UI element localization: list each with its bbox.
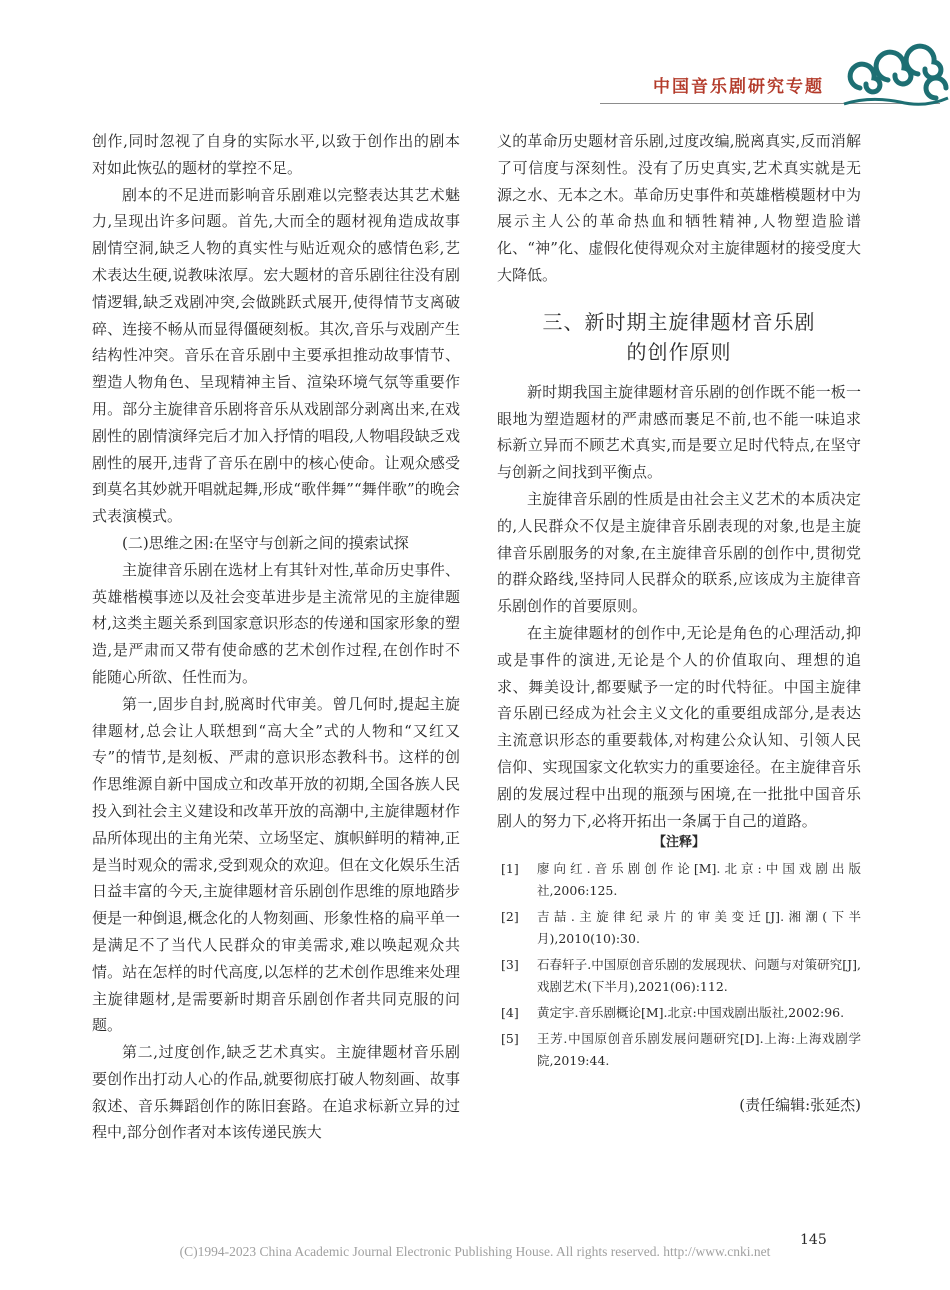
paragraph: 第一,固步自封,脱离时代审美。曾几何时,提起主旋律题材,总会让人联想到“高大全”式的人物和“又红又专”的情节,是刻板、严肃的意识形态教科书。这样的创作思维源自新中国成立和改革开放的初期,全国各族人民投入到社会主义建设和改革开放的高潮中,主旋律题材作品所体现出的主角光荣、立场坚定、旗帜鲜明的精神,正是当时观众的需求,受到观众的欢迎。但在文化娱乐生活日益丰富的今天,主旋律题材音乐剧创作思维的原地踏步便是一种倒退,概念化的人物刻画、形象性格的扁平单一是满足不了当代人民群众的审美需求,难以唤起观众共情。站在怎样的时代高度,以怎样的艺术创作思维来处理主旋律题材,是需要新时期音乐剧创作者共同克服的问题。 xyxy=(92,694,460,1035)
paragraph: 主旋律音乐剧在选材上有其针对性,革命历史事件、英雄楷模事迹以及社会变革进步是主流常见的主旋律题材,这类主题关系到国家意识形态的传递和国家形象的塑造,是严肃而又带有使命感的艺术创作过程,在创作时不能随心所欲、任性而为。 xyxy=(92,560,460,686)
paragraph: 新时期我国主旋律题材音乐剧的创作既不能一板一眼地为塑造题材的严肃感而裹足不前,也不能一味追求标新立异而不顾艺术真实,而是要立足时代特点,在坚守与创新之间找到平衡点。 xyxy=(497,382,861,482)
section-heading-line: 的创作原则 xyxy=(626,339,732,364)
note-number: [2] xyxy=(501,909,519,924)
note-item xyxy=(497,858,861,902)
page-number: 145 xyxy=(800,1232,827,1248)
left-column xyxy=(92,128,460,1146)
section-heading-line: 三、新时期主旋律题材音乐剧 xyxy=(542,309,816,334)
note-item xyxy=(497,906,861,950)
note-number: [4] xyxy=(501,1005,519,1020)
page-header xyxy=(0,0,950,120)
cloud-swirl-icon xyxy=(840,38,950,118)
copyright-footer: (C)1994-2023 China Academic Journal Electronic Publishing House. All rights reserved. http://www.cnki.net xyxy=(179,1244,771,1259)
note-text: 黄定宇.音乐剧概论[M].北京:中国戏剧出版社,2002:96. xyxy=(537,1005,845,1020)
paragraph: 第二,过度创作,缺乏艺术真实。主旋律题材音乐剧要创作出打动人心的作品,就要彻底打破人物刻画、故事叙述、音乐舞蹈创作的陈旧套路。在追求标新立异的过程中,部分创作者对本该传递民族大 xyxy=(92,1043,460,1142)
paragraph: 在主旋律题材的创作中,无论是角色的心理活动,抑或是事件的演进,无论是个人的价值取向、理想的追求、舞美设计,都要赋予一定的时代特征。中国主旋律音乐剧已经成为社会主义文化的重要组成部分,是表达主流意识形态的重要载体,对构建公众认知、引领人民信仰、实现国家文化软实力的重要途径。在主旋律音乐剧的发展过程中出现的瓶颈与困境,在一批批中国音乐剧人的努力下,必将开拓出一条属于自己的道路。 xyxy=(497,623,861,830)
note-text: 石春轩子.中国原创音乐剧的发展现状、问题与对策研究[J],戏剧艺术(下半月),2021(06):112. xyxy=(537,957,861,994)
editor-credit: (责任编辑:张延杰) xyxy=(739,1096,861,1114)
notes-section xyxy=(497,832,861,1116)
note-text: 王芳.中国原创音乐剧发展问题研究[D].上海:上海戏剧学院,2019:44. xyxy=(537,1031,861,1068)
paragraph: 主旋律音乐剧的性质是由社会主义艺术的本质决定的,人民群众不仅是主旋律音乐剧表现的对象,也是主旋律音乐剧服务的对象,在主旋律音乐剧的创作中,贯彻党的群众路线,坚持同人民群众的联系,应该成为主旋律音乐剧创作的首要原则。 xyxy=(497,489,861,616)
note-item xyxy=(497,1028,861,1072)
note-item xyxy=(497,954,861,998)
note-text: 吉喆.主旋律纪录片的审美变迁[J].湘潮(下半月),2010(10):30. xyxy=(537,909,861,946)
section-heading xyxy=(497,307,861,367)
right-column xyxy=(497,128,861,834)
paragraph: 剧本的不足进而影响音乐剧难以完整表达其艺术魅力,呈现出许多问题。首先,大而全的题材视角造成故事剧情空洞,缺乏人物的真实性与贴近观众的感情色彩,艺术表达生硬,说教味浓厚。宏大题材的音乐剧往往没有剧情逻辑,缺乏戏剧冲突,会做跳跃式展开,使得情节支离破碎、连接不畅从而显得僵硬刻板。其次,音乐与戏剧产生结构性冲突。音乐在音乐剧中主要承担推动故事情节、塑造人物角色、呈现精神主旨、渲染环境气氛等重要作用。部分主旋律音乐剧将音乐从戏剧部分剥离出来,在戏剧性的剧情演绎完后才加入抒情的唱段,人物唱段缺乏戏剧性的展开,违背了音乐在剧中的核心使命。让观众感受到莫名其妙就开唱就起舞,形成“歌伴舞”“舞伴歌”的晚会式表演模式。 xyxy=(92,185,460,526)
note-text: 廖向红.音乐剧创作论[M].北京:中国戏剧出版社,2006:125. xyxy=(537,861,861,898)
journal-section-title: 中国音乐剧研究专题 xyxy=(653,77,824,97)
paragraph: 创作,同时忽视了自身的实际水平,以致于创作出的剧本对如此恢弘的题材的掌控不足。 xyxy=(92,132,460,177)
note-item xyxy=(497,1002,861,1024)
notes-title: 【注释】 xyxy=(652,835,705,850)
note-number: [5] xyxy=(501,1031,519,1046)
note-number: [1] xyxy=(501,861,519,876)
note-number: [3] xyxy=(501,957,519,972)
paragraph: 义的革命历史题材音乐剧,过度改编,脱离真实,反而消解了可信度与深刻性。没有了历史真实,艺术真实就是无源之水、无本之木。革命历史事件和英雄楷模题材中为展示主人公的革命热血和牺牲精神,人物塑造脸谱化、“神”化、虚假化使得观众对主旋律题材的接受度大大降低。 xyxy=(497,132,861,284)
subsection-heading: (二)思维之困:在坚守与创新之间的摸索试探 xyxy=(122,533,409,552)
